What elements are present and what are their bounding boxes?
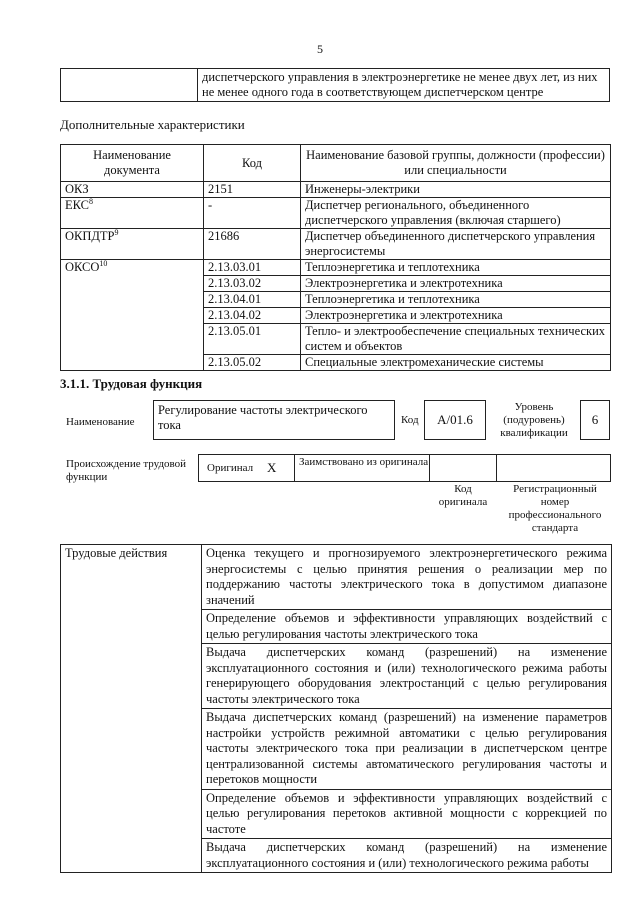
labor-actions-table	[60, 544, 612, 873]
code-cell: 21686	[204, 229, 301, 260]
name-label: Наименование	[66, 416, 135, 428]
code-cell: 2.13.04.01	[204, 292, 301, 308]
action-cell: Оценка текущего и прогнозируемого электроэнергетического режима энергосистемы с целью принятия решения о реализации мер по поддержанию частоты электрического тока в допустимом диапазоне значений	[202, 545, 612, 610]
table-row	[61, 182, 611, 198]
action-cell: Определение объемов и эффективности управляющих воздействий с целью регулирования перетоков активной мощности с коррекцией по частоте	[202, 789, 612, 839]
table-header-row	[61, 145, 611, 182]
empty-cell	[61, 69, 198, 102]
code-cell: 2.13.04.02	[204, 308, 301, 324]
header-code: Код	[204, 145, 301, 182]
table-row	[61, 229, 611, 260]
code-original-label: Код оригинала	[438, 483, 488, 508]
name-cell: Теплоэнергетика и теплотехника	[301, 292, 611, 308]
function-code-box: A/01.6	[424, 400, 486, 440]
function-name-box: Регулирование частоты электрического тока	[153, 400, 395, 440]
header-name: Наименование базовой группы, должности (профессии) или специальности	[301, 145, 611, 182]
labor-function-title: 3.1.1. Трудовая функция	[60, 376, 203, 391]
additional-characteristics-caption: Дополнительные характеристики	[60, 117, 245, 132]
divider	[294, 455, 295, 481]
action-cell: Определение объемов и эффективности управляющих воздействий с целью регулирования частоты электрического тока	[202, 610, 612, 644]
experience-requirement-cell: диспетчерского управления в электроэнергетике не менее двух лет, из них не менее одного года в соответствующем диспетчерском центре	[198, 69, 610, 102]
doc-cell: ЕКС$^8$	[61, 198, 204, 229]
code-cell: -	[204, 198, 301, 229]
original-mark: X	[267, 460, 277, 475]
name-cell: Тепло- и электрообеспечение специальных технических систем и объектов	[301, 324, 611, 355]
origin-table	[198, 454, 611, 482]
doc-cell: ОКСО$^{10}$	[61, 260, 204, 371]
name-cell: Электроэнергетика и электротехника	[301, 276, 611, 292]
name-cell: Инженеры-электрики	[301, 182, 611, 198]
action-cell: Выдача диспетчерских команд (разрешений) на изменение эксплуатационного состояния и (или) технологического режима работы	[202, 839, 612, 873]
header-document: Наименование документа	[61, 145, 204, 182]
borrowed-label: Заимствовано из оригинала	[299, 456, 429, 468]
qualification-level-label: Уровень (подуровень) квалификации	[500, 401, 568, 439]
code-cell: 2.13.03.02	[204, 276, 301, 292]
page-number: 5	[317, 42, 323, 56]
original-label: Оригинал	[207, 462, 254, 474]
doc-cell: ОКПДТР$^9$	[61, 229, 204, 260]
name-cell: Специальные электромеханические системы	[301, 355, 611, 371]
table-row	[61, 260, 611, 276]
labor-actions-label: Трудовые действия	[61, 545, 202, 873]
name-cell: Теплоэнергетика и теплотехника	[301, 260, 611, 276]
name-cell: Диспетчер регионального, объединенного диспетчерского управления (включая старшего)	[301, 198, 611, 229]
action-cell: Выдача диспетчерских команд (разрешений) на изменение эксплуатационного состояния и (или) технологического режима работы генерирующего оборудования электростанций с целью регулирования частоты электрического тока	[202, 644, 612, 709]
divider	[429, 455, 430, 481]
code-cell: 2.13.03.01	[204, 260, 301, 276]
name-cell: Электроэнергетика и электротехника	[301, 308, 611, 324]
table-row	[61, 545, 612, 610]
qualification-level-box: 6	[580, 400, 610, 440]
code-label: Код	[401, 414, 419, 426]
code-cell: 2.13.05.01	[204, 324, 301, 355]
code-cell: 2151	[204, 182, 301, 198]
table-row	[61, 69, 610, 102]
additional-characteristics-table	[60, 144, 611, 371]
qualification-continuation-table	[60, 68, 610, 102]
registration-number-label: Регистрационный номер профессионального стандарта	[508, 483, 602, 534]
divider	[496, 455, 497, 481]
doc-cell: ОКЗ	[61, 182, 204, 198]
table-row	[61, 198, 611, 229]
name-cell: Диспетчер объединенного диспетчерского управления энергосистемы	[301, 229, 611, 260]
code-cell: 2.13.05.02	[204, 355, 301, 371]
origin-label: Происхождение трудовой функции	[66, 458, 187, 483]
action-cell: Выдача диспетчерских команд (разрешений) на изменение параметров настройки устройств режимной автоматики с целью регулирования частоты электрического тока при реализации в диспетчерском центре централизованной системы автоматического регулирования частоты и перетоков мощности	[202, 709, 612, 790]
